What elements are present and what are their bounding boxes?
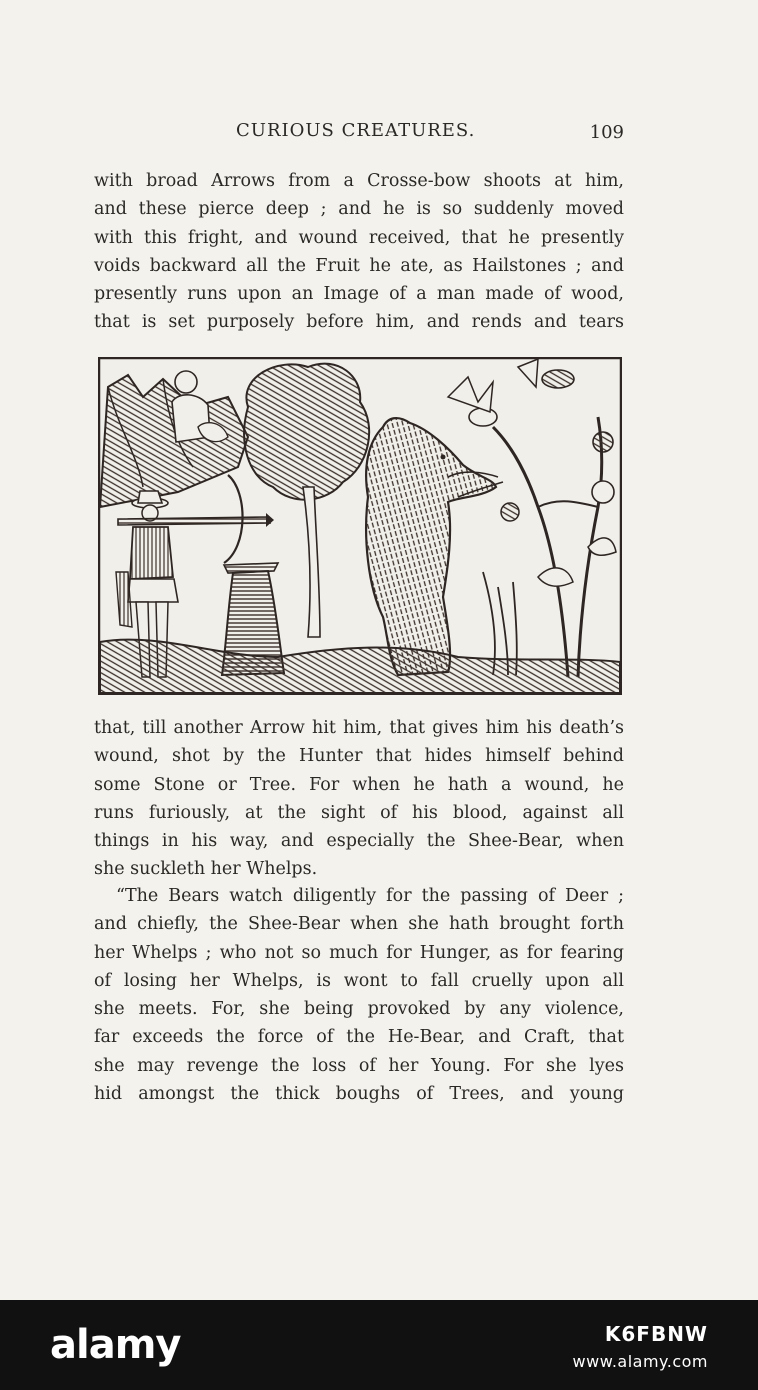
text-line: with this fright, and wound received, that he presently	[94, 227, 624, 248]
text-line: hid amongst the thick boughs of Trees, and young	[94, 1084, 624, 1105]
text-line: “The Bears watch diligently for the passing of Deer ;	[116, 886, 624, 906]
text-line: runs furiously, at the sight of his blood, against all	[94, 802, 624, 823]
text-line: she may revenge the loss of her Young. For she lyes	[94, 1055, 624, 1076]
text-line: voids backward all the Fruit he ate, as Hailstones ; and	[94, 255, 624, 276]
text-line: some Stone or Tree. For when he hath a wound, he	[94, 774, 624, 795]
page-number: 109	[589, 122, 624, 143]
text-line: her Whelps ; who not so much for Hunger, as for fearing	[94, 942, 624, 963]
text-line: she meets. For, she being provoked by any violence,	[94, 999, 624, 1020]
text-line: she suckleth her Whelps.	[94, 859, 318, 880]
brand-logo[interactable]: alamy	[50, 1322, 181, 1368]
running-head	[94, 120, 624, 150]
watermark-bar	[0, 1300, 758, 1390]
text-line: that, till another Arrow hit him, that gives him his death’s	[94, 718, 624, 738]
text-line: far exceeds the force of the He-Bear, and Craft, that	[94, 1027, 624, 1048]
text-line: and these pierce deep ; and he is so suddenly moved	[94, 199, 624, 220]
text-line: things in his way, and especially the Shee-Bear, when	[94, 831, 624, 852]
text-line: with broad Arrows from a Crosse-bow shoots at him,	[94, 171, 624, 191]
text-line: and chiefly, the Shee-Bear when she hath brought forth	[94, 914, 624, 935]
text-line: of losing her Whelps, is wont to fall cruelly upon all	[94, 970, 624, 991]
text-line: that is set purposely before him, and rends and tears	[94, 312, 624, 333]
text-line: wound, shot by the Hunter that hides himself behind	[94, 746, 624, 767]
paragraph-3	[94, 882, 624, 1108]
image-id: K6FBNW	[604, 1322, 708, 1346]
woodcut-illustration	[98, 357, 622, 695]
text-line: presently runs upon an Image of a man made of wood,	[94, 284, 624, 305]
site-url[interactable]: www.alamy.com	[572, 1352, 708, 1371]
paragraph-2	[94, 714, 624, 884]
running-title: CURIOUS CREATURES.	[236, 120, 476, 141]
paragraph-1	[94, 167, 624, 337]
